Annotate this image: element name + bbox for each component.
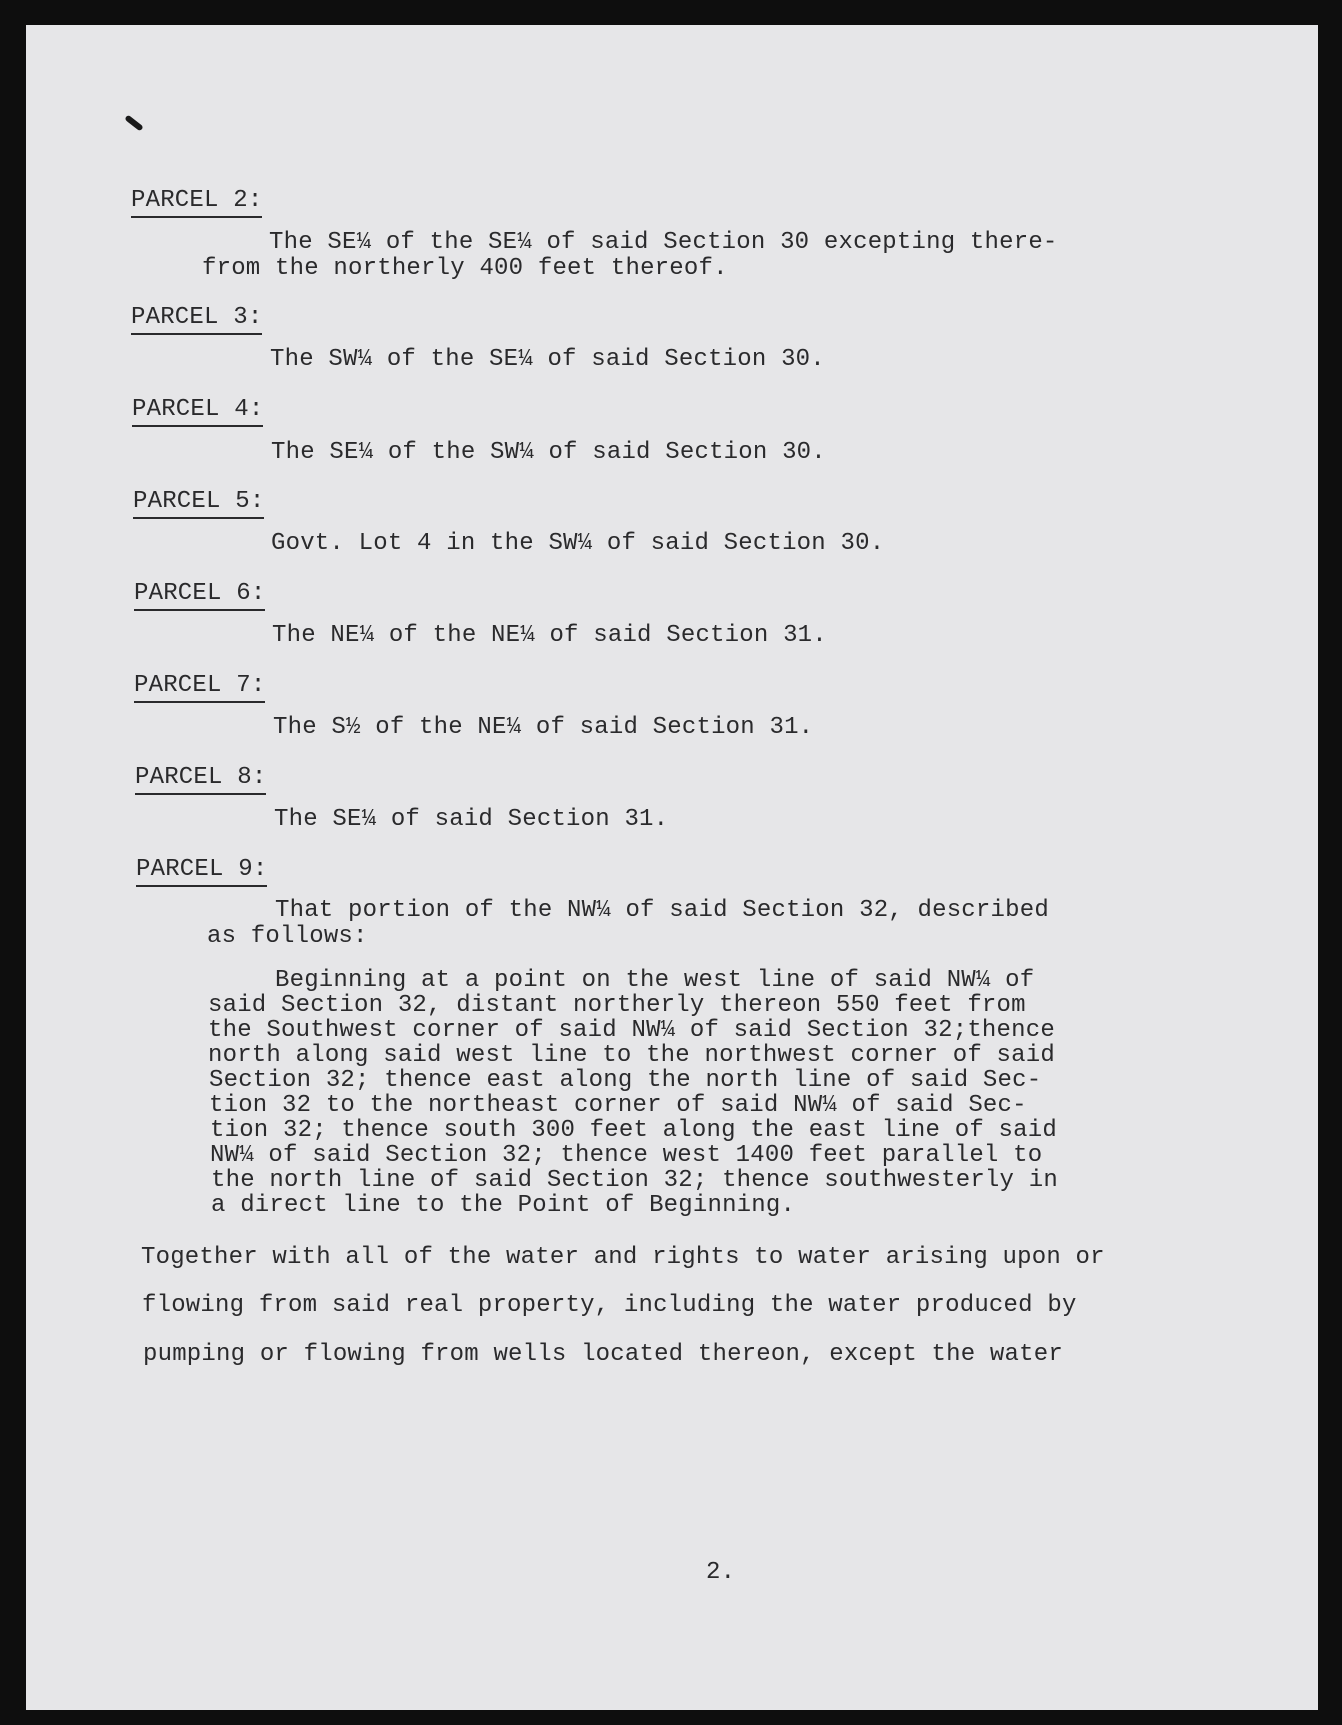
parcel-9-desc-line: the Southwest corner of said NW¼ of said Section 32;thence [208, 1017, 1055, 1044]
together-line-3: pumping or flowing from wells located thereon, except the water [143, 1341, 1063, 1368]
parcel-2-heading: PARCEL 2: [131, 188, 262, 218]
pen-mark [124, 114, 143, 131]
parcel-4-text: The SE¼ of the SW¼ of said Section 30. [271, 439, 826, 466]
parcel-9-desc-line: said Section 32, distant northerly thereon 550 feet from [208, 992, 1026, 1019]
parcel-3-text: The SW¼ of the SE¼ of said Section 30. [270, 346, 825, 373]
parcel-6-text: The NE¼ of the NE¼ of said Section 31. [272, 622, 827, 649]
together-line-1: Together with all of the water and rights to water arising upon or [141, 1244, 1105, 1271]
parcel-9-desc-line: Section 32; thence east along the north line of said Sec- [209, 1067, 1042, 1094]
page-number: 2. [706, 1559, 736, 1586]
parcel-3-heading: PARCEL 3: [131, 305, 262, 335]
parcel-9-intro-line-2: as follows: [207, 923, 368, 950]
parcel-9-desc-line: a direct line to the Point of Beginning. [211, 1192, 796, 1219]
parcel-9-desc-line: the north line of said Section 32; thence southwesterly in [211, 1167, 1058, 1194]
parcel-9-desc-line: tion 32 to the northeast corner of said NW¼ of said Sec- [209, 1092, 1027, 1119]
parcel-4-heading: PARCEL 4: [132, 397, 263, 427]
parcel-7-heading: PARCEL 7: [134, 673, 265, 703]
document-page [26, 25, 1318, 1710]
parcel-9-desc-line: NW¼ of said Section 32; thence west 1400 feet parallel to [210, 1142, 1043, 1169]
parcel-8-heading: PARCEL 8: [135, 765, 266, 795]
parcel-9-desc-line: north along said west line to the northwest corner of said [208, 1042, 1055, 1069]
parcel-9-intro-line-1: That portion of the NW¼ of said Section 32, described [275, 897, 1049, 924]
together-line-2: flowing from said real property, including the water produced by [142, 1292, 1077, 1319]
parcel-2-line-1: The SE¼ of the SE¼ of said Section 30 excepting there- [269, 229, 1058, 256]
parcel-9-desc-line: tion 32; thence south 300 feet along the east line of said [210, 1117, 1057, 1144]
parcel-8-text: The SE¼ of said Section 31. [274, 806, 669, 833]
parcel-5-heading: PARCEL 5: [133, 489, 264, 519]
parcel-9-desc-line: Beginning at a point on the west line of said NW¼ of [275, 967, 1035, 994]
parcel-7-text: The S½ of the NE¼ of said Section 31. [273, 714, 814, 741]
parcel-6-heading: PARCEL 6: [134, 581, 265, 611]
parcel-2-line-2: from the northerly 400 feet thereof. [202, 255, 728, 282]
parcel-9-heading: PARCEL 9: [136, 857, 267, 887]
parcel-5-text: Govt. Lot 4 in the SW¼ of said Section 30. [271, 530, 885, 557]
